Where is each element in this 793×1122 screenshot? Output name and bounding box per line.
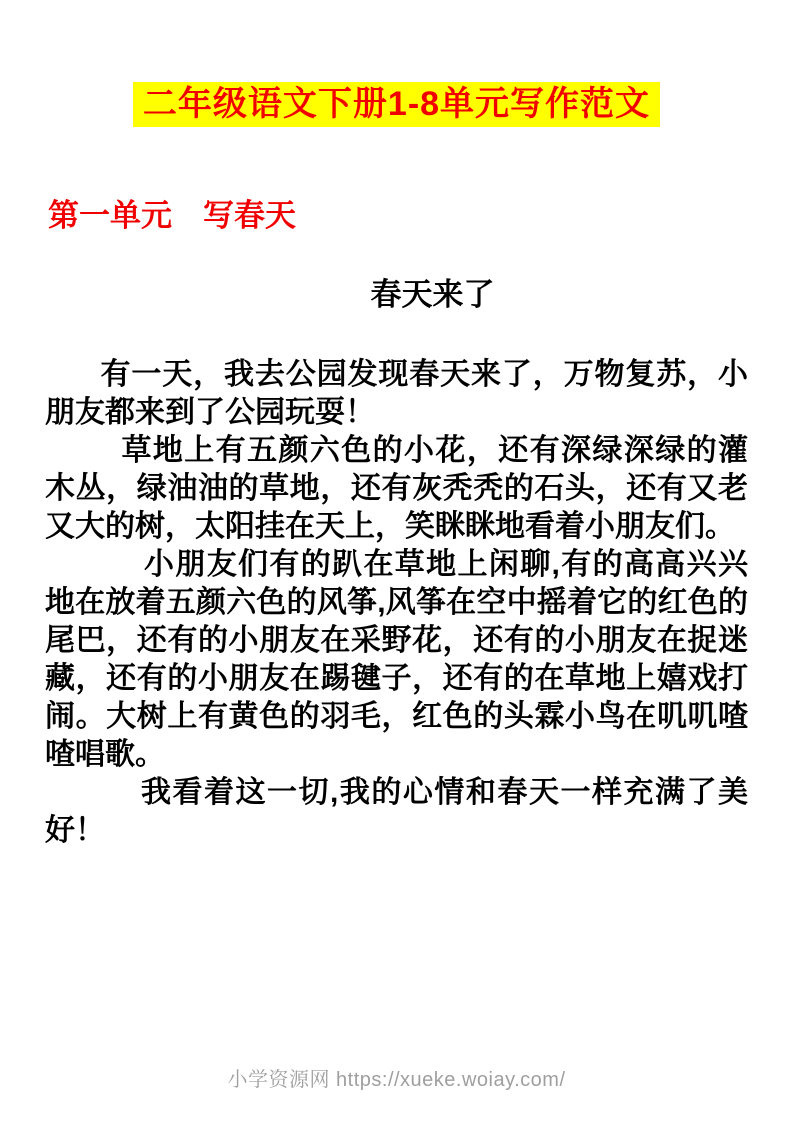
page-footer bbox=[0, 1063, 793, 1092]
essay-paragraph-1: 有一天，我去公园发现春天来了，万物复苏，小朋友都来到了公园玩耍！ bbox=[45, 358, 748, 429]
section-heading: 第一单元 写春天 bbox=[48, 198, 296, 233]
essay-paragraph-3: 小朋友们有的趴在草地上闲聊,有的高高兴兴地在放着五颜六色的风筝,风筝在空中摇着它的红色的尾巴，还有的小朋友在采野花，还有的小朋友在捉迷藏，还有的小朋友在踢毽子，还有的在草地上嬉戏打闹。大树上有黄色的羽毛，红色的头霖小鸟在叽叽喳喳唱歌。 bbox=[45, 548, 748, 771]
document-title-container bbox=[0, 82, 793, 127]
essay-title-container bbox=[0, 278, 793, 312]
essay-body bbox=[45, 356, 748, 850]
essay-paragraph-2: 草地上有五颜六色的小花，还有深绿深绿的灌木丛，绿油油的草地，还有灰秃秃的石头，还有又老又大的树，太阳挂在天上，笑眯眯地看着小朋友们。 bbox=[45, 434, 748, 543]
essay-paragraph-4: 我看着这一切,我的心情和春天一样充满了美好！ bbox=[45, 776, 748, 847]
essay-title: 春天来了 bbox=[370, 277, 495, 312]
footer-text: 小学资源网 https://xueke.woiay.com/ bbox=[227, 1069, 566, 1091]
document-title: 二年级语文下册1-8单元写作范文 bbox=[133, 82, 660, 127]
